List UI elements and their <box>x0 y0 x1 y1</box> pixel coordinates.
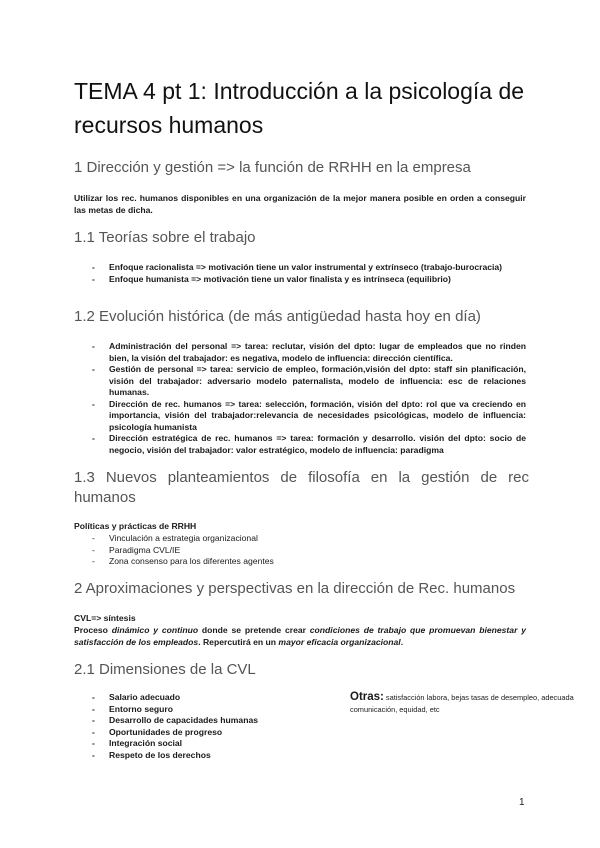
section-1-1-heading: 1.1 Teorías sobre el trabajo <box>74 229 256 246</box>
otras-note <box>350 691 580 716</box>
list-item: - Dirección de rec. humanos => tarea: selección, formación, visión del dpto: rol que va creciendo en importancia, visión del trabajador:relevancia de necesidades psicológicas, modelo de influencia: psicología humanista <box>74 399 526 434</box>
list-item: - Integración social <box>74 738 304 750</box>
list-item: - Dirección estratégica de rec. humanos => tarea: formación y desarrollo. visión del dpto: socio de negocio, visión del trabajador: valor estratégico, modelo de influencia: paradigma <box>74 433 526 456</box>
section-1-3-list <box>74 533 526 568</box>
section-2-1-heading: 2.1 Dimensiones de la CVL <box>74 661 256 678</box>
list-item: - Desarrollo de capacidades humanas <box>74 715 304 727</box>
section-1-3-heading: 1.3 Nuevos planteamientos de filosofía en la gestión de rec humanos <box>74 469 529 506</box>
section-2-1-list <box>74 692 304 761</box>
document-title: TEMA 4 pt 1: Introducción a la psicología de recursos humanos <box>74 78 525 138</box>
list-item: - Respeto de los derechos <box>74 750 304 762</box>
list-item: - Enfoque humanista => motivación tiene un valor finalista y es intrínseca (equilibrio) <box>74 274 526 286</box>
section-2-heading: 2 Aproximaciones y perspectivas en la dirección de Rec. humanos <box>74 580 516 597</box>
list-item: - Salario adecuado <box>74 692 304 704</box>
section-1-2-list <box>74 341 526 456</box>
section-1-heading: 1 Dirección y gestión => la función de RRHH en la empresa <box>74 159 471 176</box>
list-item: - Gestión de personal => tarea: servicio de empleo, formación,visión del dpto: staff sin planificación, visión del trabajador: adversario modelo paternalista, modelo de influencia: esc de relaciones humanas. <box>74 364 526 399</box>
list-item: - Entorno seguro <box>74 704 304 716</box>
list-item: - Paradigma CVL/IE <box>74 545 526 557</box>
section-2-label: CVL=> síntesis <box>74 613 136 623</box>
list-item: - Administración del personal => tarea: reclutar, visión del dpto: lugar de empleados que no rinden bien, la visión del trabajador: es negativa, modelo de influencia: dirección científica. <box>74 341 526 364</box>
section-2-text: Proceso dinámico y continuo donde se pretende crear condiciones de trabajo que promuevan bienestar y satisfacción de los empleados. Repercutirá en un mayor eficacia organizacional. <box>74 625 526 647</box>
section-1-text: Utilizar los rec. humanos disponibles en una organización de la mejor manera posible en orden a conseguir las metas de dicha. <box>74 193 526 215</box>
otras-text: satisfacción labora, bejas tasas de desempleo, adecuada comunicación, equidad, etc <box>350 693 574 714</box>
section-1-2-heading: 1.2 Evolución histórica (de más antigüedad hasta hoy en día) <box>74 308 481 325</box>
page-number: 1 <box>519 797 525 808</box>
list-item: - Oportunidades de progreso <box>74 727 304 739</box>
list-item: - Vinculación a estrategia organizacional <box>74 533 526 545</box>
list-item: - Zona consenso para los diferentes agentes <box>74 556 526 568</box>
section-1-1-list <box>74 262 526 285</box>
otras-label: Otras: <box>350 691 384 703</box>
list-item: - Enfoque racionalista => motivación tiene un valor instrumental y extrínseco (trabajo-burocracia) <box>74 262 526 274</box>
section-1-3-label: Políticas y prácticas de RRHH <box>74 521 197 531</box>
